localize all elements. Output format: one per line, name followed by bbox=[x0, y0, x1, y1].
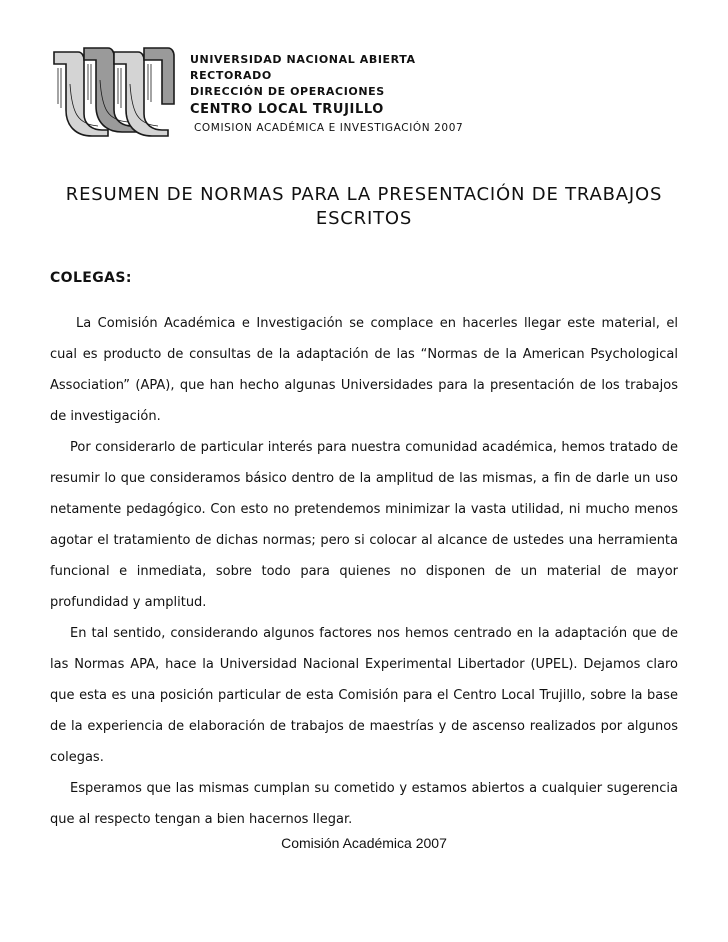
paragraph: En tal sentido, considerando algunos factores nos hemos centrado en la adaptación que de las Normas APA, hace la Universidad Nacional Experimental Libertador (UPEL). Dejamos claro que esta es una posición particular de esta Comisión para el Centro Local Trujillo, sobre la base de la experiencia de elaboración de trabajos de maestrías y de ascenso realizados por algunos colegas. bbox=[50, 626, 678, 765]
institution-header bbox=[190, 52, 463, 137]
paragraph: Esperamos que las mismas cumplan su cometido y estamos abiertos a cualquier sugerencia que al respecto tengan a bien hacernos llegar. bbox=[50, 781, 678, 827]
direccion-label: DIRECCIÓN DE OPERACIONES bbox=[190, 85, 385, 98]
paragraph: La Comisión Académica e Investigación se complace en hacerles llegar este material, el cual es producto de consultas de la adaptación de las “Normas de la American Psychological Association” (APA), que han hecho algunas Universidades para la presentación de los trabajos de investigación. bbox=[50, 316, 678, 424]
document-body bbox=[50, 308, 678, 835]
centro-local-label: CENTRO LOCAL TRUJILLO bbox=[190, 102, 384, 117]
comision-label: COMISION ACADÉMICA E INVESTIGACIÓN 2007 bbox=[194, 122, 464, 134]
greeting: COLEGAS: bbox=[50, 270, 132, 286]
rectorado-label: RECTORADO bbox=[190, 69, 272, 82]
document-title: RESUMEN DE NORMAS PARA LA PRESENTACIÓN DE TRABAJOS ESCRITOS bbox=[65, 184, 663, 229]
signature: Comisión Académica 2007 bbox=[281, 835, 447, 851]
university-name: UNIVERSIDAD NACIONAL ABIERTA bbox=[190, 53, 416, 66]
paragraph: Por considerarlo de particular interés para nuestra comunidad académica, hemos tratado de resumir lo que consideramos básico dentro de la amplitud de las mismas, a fin de darle un uso netamente pedagógico. Con esto no pretendemos minimizar la vasta utilidad, ni mucho menos agotar el tratamiento de dichas normas; pero si colocar al alcance de ustedes una herramienta funcional e inmediata, sobre todo para quienes no disponen de un material de mayor profundidad y amplitud. bbox=[50, 440, 678, 610]
university-logo-icon bbox=[48, 44, 180, 140]
